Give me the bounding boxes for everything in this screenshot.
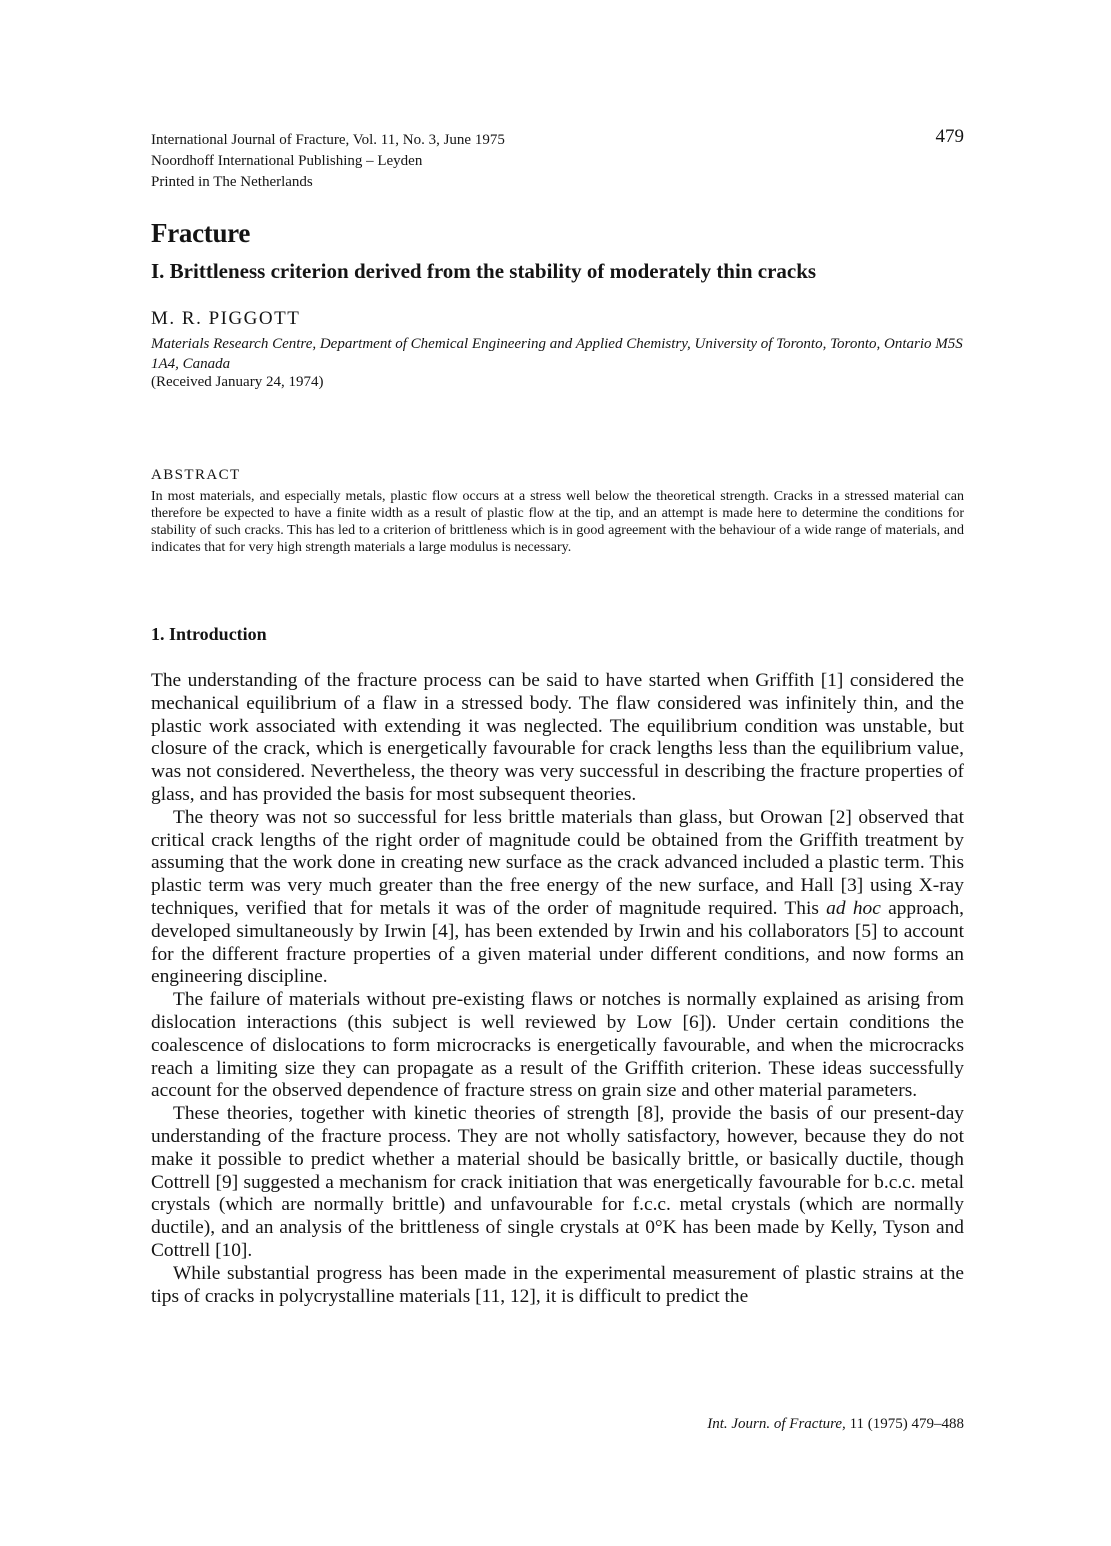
affiliation: Materials Research Centre, Department of Chemical Engineering and Applied Chemistry, University of Toronto, Toronto, Ontario M5S 1A4, Canada xyxy=(151,336,963,372)
page-footer xyxy=(707,1416,964,1433)
publisher: Noordhoff International Publishing – Leyden xyxy=(151,153,423,169)
abstract-text: In most materials, and especially metals, plastic flow occurs at a stress well below the theoretical strength. Cracks in a stressed material can therefore be expected to have a finite width as a result of plastic flow at the tip, and an attempt is made here to determine the conditions for stability of such cracks. This has led to a criterion of brittleness which is in good agreement with the behaviour of a wide range of materials, and indicates that for very high strength materials a large modulus is necessary. xyxy=(151,489,964,555)
paper-title: I. Brittleness criterion derived from the stability of moderately thin cracks xyxy=(151,259,817,283)
paragraph-4: These theories, together with kinetic theories of strength [8], provide the basis of our present-day understanding of the fracture process. They are not wholly satisfactory, however, because they do not make it possible to predict whether a material should be basically brittle, or basically ductile, though Cottrell [9] suggested a mechanism for crack initiation that was energetically favourable for b.c.c. metal crystals (which are normally brittle) and unfavourable for f.c.c. metal crystals (which are normally ductile), and an analysis of the brittleness of single crystals at 0°K has been made by Kelly, Tyson and Cottrell [10]. xyxy=(151,1103,964,1261)
footer-volume: 11 (1975) 479–488 xyxy=(849,1416,964,1432)
introduction-body xyxy=(151,670,964,1308)
footer-journal: Int. Journ. of Fracture, xyxy=(707,1416,846,1432)
italic-phrase: ad hoc xyxy=(826,897,881,919)
paragraph-2 xyxy=(151,807,964,989)
paragraph-2-part-1: The theory was not so successful for less brittle materials than glass, but Orowan [2] observed that critical crack lengths of the right order of magnitude could be obtained from the Griffith treatment by assuming that the work done in creating new surface as the crack advanced included a plastic term. This plastic term was very much greater than the free energy of the new surface, and Hall [3] using X-ray techniques, verified that for metals it was of the order of magnitude required. This xyxy=(151,806,964,919)
page-number: 479 xyxy=(935,126,964,147)
abstract-heading: ABSTRACT xyxy=(151,467,241,483)
printed-in: Printed in The Netherlands xyxy=(151,174,313,190)
journal-header xyxy=(151,126,964,193)
paragraph-2-part-2: approach, developed simultaneously by Irwin [4], has been extended by Irwin and his collaborators [5] to account for the different fracture properties of a given material under different conditions, and now forms an engineering discipline. xyxy=(151,897,964,988)
author: M. R. PIGGOTT xyxy=(151,308,301,329)
paragraph-5: While substantial progress has been made in the experimental measurement of plastic strains at the tips of cracks in polycrystalline materials [11, 12], it is difficult to predict the xyxy=(151,1262,964,1307)
paragraph-3: The failure of materials without pre-existing flaws or notches is normally explained as arising from dislocation interactions (this subject is well reviewed by Low [6]). Under certain conditions the coalescence of dislocations to form microcracks is energetically favourable, and when the microcracks reach a limiting size they can propagate as a result of the Griffith criterion. These ideas successfully account for the observed dependence of fracture stress on grain size and other material parameters. xyxy=(151,989,964,1102)
received-date: (Received January 24, 1974) xyxy=(151,374,324,390)
paragraph-1: The understanding of the fracture process can be said to have started when Griffith [1] considered the mechanical equilibrium of a flaw in a stressed body. The flaw considered was infinitely thin, and the plastic work associated with extending it was neglected. The equilibrium condition was unstable, but closure of the crack, which is energetically favourable for crack lengths less than the equilibrium value, was not considered. Nevertheless, the theory was very successful in describing the fracture properties of glass, and has provided the basis for most subsequent theories. xyxy=(151,670,964,805)
section-title: Fracture xyxy=(151,218,251,248)
introduction-heading: 1. Introduction xyxy=(151,624,267,644)
journal-citation: International Journal of Fracture, Vol. 11, No. 3, June 1975 xyxy=(151,132,505,148)
